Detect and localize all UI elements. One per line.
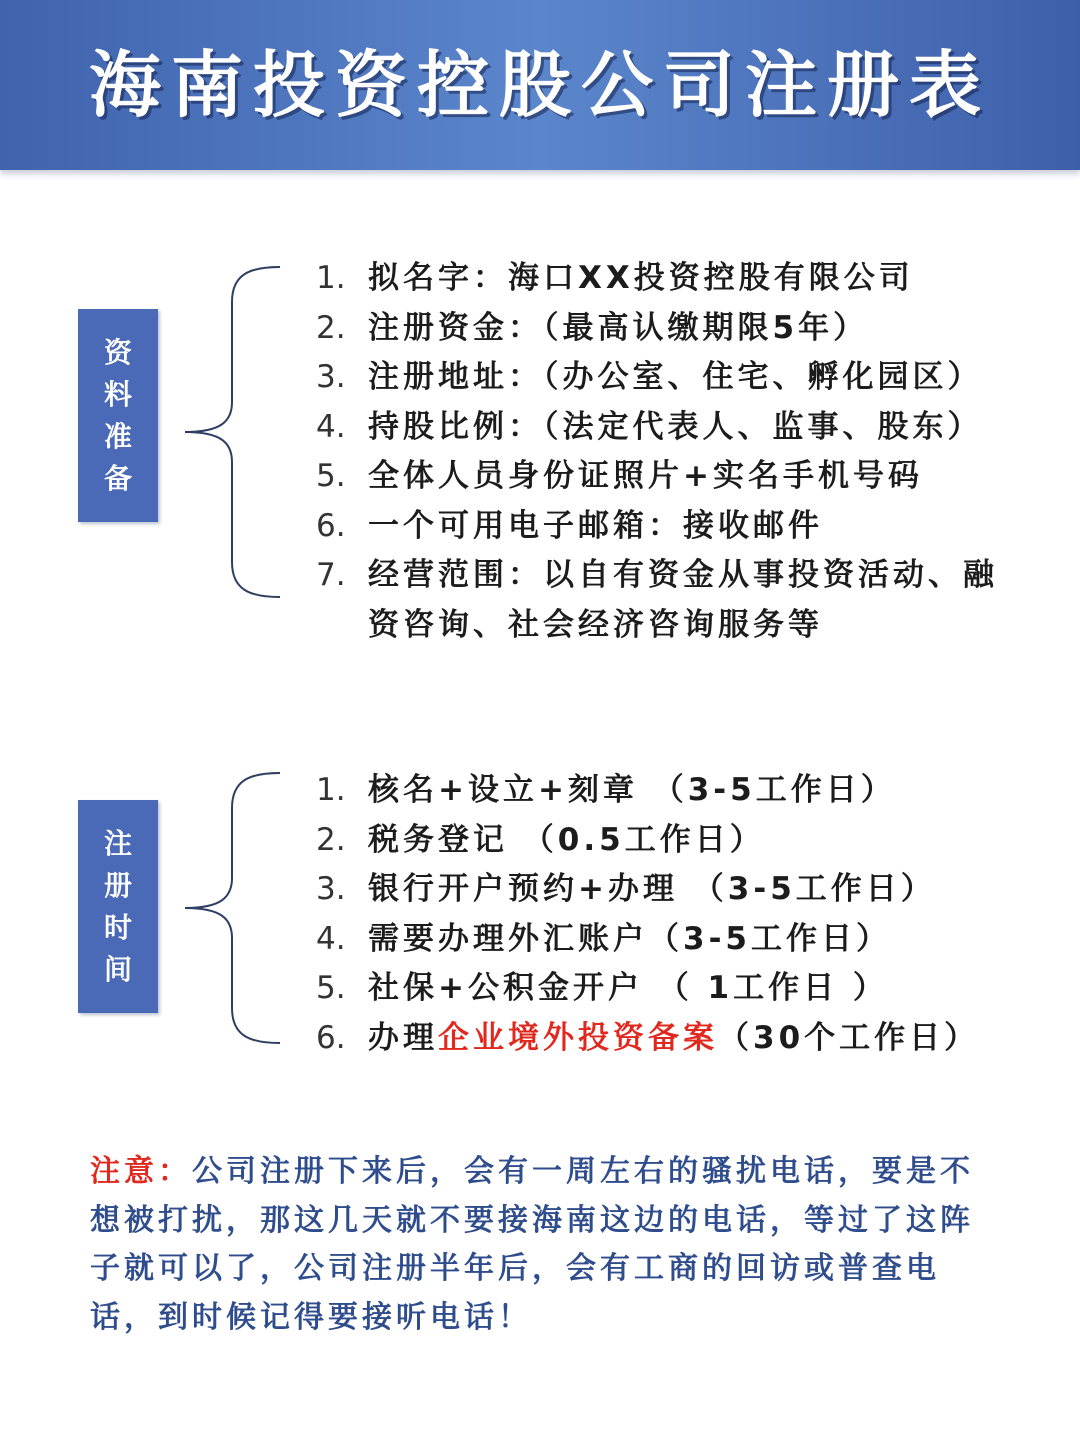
item-suffix: （30个工作日） bbox=[718, 1019, 980, 1056]
label-char: 料 bbox=[103, 377, 132, 411]
list-item: 6. 一个可用电子邮箱：接收邮件 bbox=[316, 507, 823, 544]
label-char: 资 bbox=[103, 335, 132, 369]
list-item: 5. 社保+公积金开户 （ 1工作日 ） bbox=[316, 970, 888, 1006]
list-item: 1. 拟名字：海口XX投资控股有限公司 bbox=[316, 260, 914, 296]
list-item: 4. 需要办理外汇账户（3-5工作日） bbox=[316, 920, 892, 957]
section-label-materials bbox=[78, 309, 158, 522]
label-char: 注 bbox=[103, 826, 132, 860]
section-label-timeline bbox=[78, 800, 158, 1013]
list-item: 3. 银行开户预约+办理 （3-5工作日） bbox=[316, 871, 936, 907]
title-banner bbox=[0, 0, 1080, 170]
list-item: 7. 经营范围：以自有资金从事投资活动、融资咨询、社会经济咨询服务等 bbox=[316, 557, 998, 643]
list-item: 3. 注册地址：（办公室、住宅、孵化园区） bbox=[316, 359, 983, 395]
note-body: 公司注册下来后，会有一周左右的骚扰电话，要是不想被打扰，那这几天就不要接海南这边的电话，等过了这阵子就可以了，公司注册半年后，会有工商的回访或普查电话，到时候记得要接听电话！ bbox=[90, 1154, 974, 1335]
bracket-materials bbox=[180, 262, 290, 602]
label-char: 册 bbox=[103, 868, 132, 902]
list-item: 4. 持股比例：（法定代表人、监事、股东） bbox=[316, 408, 983, 445]
list-item: 2. 税务登记 （0.5工作日） bbox=[316, 821, 765, 858]
list-item: 6. 办理企业境外投资备案（30个工作日） bbox=[316, 1019, 980, 1056]
label-char: 备 bbox=[103, 461, 132, 495]
page-title: 海南投资控股公司注册表 bbox=[88, 43, 991, 127]
note-paragraph bbox=[90, 1148, 990, 1342]
list-item: 2. 注册资金：（最高认缴期限5年） bbox=[316, 309, 869, 346]
list-item: 5. 全体人员身份证照片+实名手机号码 bbox=[316, 458, 923, 494]
highlight-text: 企业境外投资备案 bbox=[438, 1019, 718, 1056]
timeline-list bbox=[316, 766, 979, 1063]
item-prefix: 办理 bbox=[368, 1019, 438, 1056]
label-char: 间 bbox=[103, 952, 132, 986]
bracket-timeline bbox=[180, 768, 290, 1048]
note-heading: 注意： bbox=[90, 1154, 192, 1189]
materials-list bbox=[316, 254, 1016, 650]
list-item: 1. 核名+设立+刻章 （3-5工作日） bbox=[316, 772, 896, 808]
label-char: 时 bbox=[103, 910, 132, 944]
label-char: 准 bbox=[103, 419, 132, 453]
